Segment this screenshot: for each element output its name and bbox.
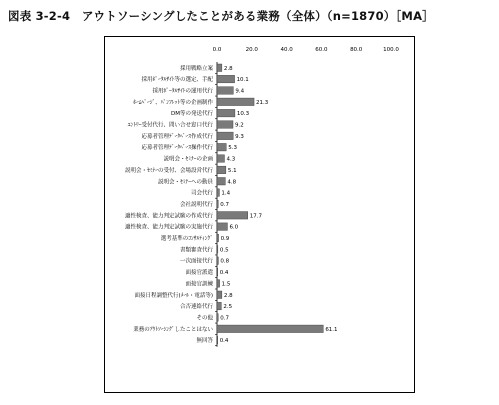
bar xyxy=(217,64,222,72)
category-label: 採用ﾎﾟｰﾀﾙｻｲﾄ等の選定、手配 xyxy=(141,77,213,84)
x-tick-label: 80.0 xyxy=(350,47,363,53)
value-label: 10.3 xyxy=(236,111,250,118)
category-label: 適性検査、能力判定試験の作成代行 xyxy=(124,213,213,220)
category-label: 応募者管理ﾃﾞｰﾀﾍﾞｰｽ操作代行 xyxy=(141,145,213,152)
bars xyxy=(125,64,338,346)
value-label: 17.7 xyxy=(249,213,263,220)
bar xyxy=(217,234,219,242)
value-label: 10.1 xyxy=(236,77,249,84)
bar xyxy=(217,268,218,276)
category-label: 面接日程調整代行(ﾒｰﾙ・電話等) xyxy=(134,292,213,299)
value-label: 9.3 xyxy=(235,133,244,140)
value-label: 21.3 xyxy=(256,99,269,106)
category-label: 書類審査代行 xyxy=(179,247,213,254)
chart-frame xyxy=(104,36,415,393)
bar xyxy=(217,132,233,140)
category-label: 採用ﾎﾟｰﾀﾙｻｲﾄの運用代行 xyxy=(152,88,213,95)
category-label: 一次面接代行 xyxy=(179,258,213,265)
category-label: 適性検査、能力判定試験の実施代行 xyxy=(124,224,213,231)
value-label: 2.8 xyxy=(223,292,233,299)
category-label: 司会代行 xyxy=(190,190,213,197)
x-tick-label: 0.0 xyxy=(212,47,222,53)
x-tick-label: 40.0 xyxy=(280,47,293,53)
bar xyxy=(217,314,218,322)
bar xyxy=(217,246,218,254)
bar xyxy=(217,121,233,129)
bar xyxy=(217,223,227,231)
category-label: DM等の発送代行 xyxy=(171,111,213,118)
value-label: 5.1 xyxy=(227,167,237,174)
bar xyxy=(217,178,225,186)
bar xyxy=(217,109,235,117)
value-label: 0.5 xyxy=(219,247,229,254)
value-label: 1.4 xyxy=(221,190,231,197)
x-tick-label: 60.0 xyxy=(315,47,328,53)
bar xyxy=(217,155,224,163)
bar xyxy=(217,189,219,197)
x-axis-ticks xyxy=(213,47,400,53)
value-label: 0.8 xyxy=(220,258,230,265)
category-label: 合否連絡代行 xyxy=(179,304,213,311)
category-label: 無回答 xyxy=(196,338,213,345)
value-label: 4.3 xyxy=(226,156,236,163)
value-label: 0.9 xyxy=(220,236,230,242)
value-label: 2.8 xyxy=(223,65,233,72)
x-tick-label: 20.0 xyxy=(245,47,258,53)
value-label: 61.1 xyxy=(325,326,338,333)
bar-chart xyxy=(105,37,416,394)
category-label: ｴﾝﾄﾘｰ受付代行、問い合せ窓口代行 xyxy=(127,122,213,129)
x-tick-label: 100.0 xyxy=(383,47,399,53)
bar xyxy=(217,257,218,265)
bar xyxy=(217,143,226,151)
bar xyxy=(217,325,323,333)
bar xyxy=(217,212,248,220)
value-label: 4.8 xyxy=(227,179,237,186)
category-label: 応募者管理ﾃﾞｰﾀﾍﾞｰｽ作成代行 xyxy=(141,133,213,140)
value-label: 0.7 xyxy=(220,315,229,322)
value-label: 1.5 xyxy=(221,281,231,288)
value-label: 0.7 xyxy=(220,201,229,208)
bar xyxy=(217,87,233,95)
bar xyxy=(217,166,226,174)
category-label: 会社説明代行 xyxy=(179,201,213,208)
category-label: 説明会・ｾﾐﾅｰの受付、会場設営代行 xyxy=(124,167,213,174)
value-label: 9.4 xyxy=(235,88,245,95)
value-label: 5.3 xyxy=(228,145,237,152)
category-label: 説明会・ｾﾐﾅｰへの動員 xyxy=(157,179,213,186)
category-label: ﾎｰﾑﾍﾟｰｼﾞ、ﾊﾟﾝﾌﾚｯﾄ等の企画制作 xyxy=(133,99,213,106)
figure-title: 図表 3-2-4 アウトソーシングしたことがある業務（全体）（n=1870）［MA］ xyxy=(8,9,434,23)
category-label: 業務のｱｳﾄｿｰｼﾝｸﾞしたことはない xyxy=(133,326,213,333)
category-label: 面接官派遣 xyxy=(185,270,213,277)
bar xyxy=(217,98,254,106)
bar xyxy=(217,291,222,299)
bar xyxy=(217,75,235,83)
value-label: 6.0 xyxy=(229,224,239,231)
value-label: 0.4 xyxy=(219,270,229,277)
category-label: 説明会・ｾﾐﾅｰの企画 xyxy=(163,156,213,163)
category-label: 採用戦略立案 xyxy=(179,65,213,72)
bar xyxy=(217,336,218,344)
category-label: その他 xyxy=(196,315,213,322)
category-label: 面接官訓練 xyxy=(185,281,213,288)
value-label: 9.2 xyxy=(235,122,244,129)
category-label: 選考基準のｺﾝｻﾙﾃｨﾝｸﾞ xyxy=(160,236,213,242)
bar xyxy=(217,302,221,310)
value-label: 2.5 xyxy=(223,304,233,311)
value-label: 0.4 xyxy=(219,338,229,345)
bar xyxy=(217,200,218,208)
bar xyxy=(217,280,220,288)
